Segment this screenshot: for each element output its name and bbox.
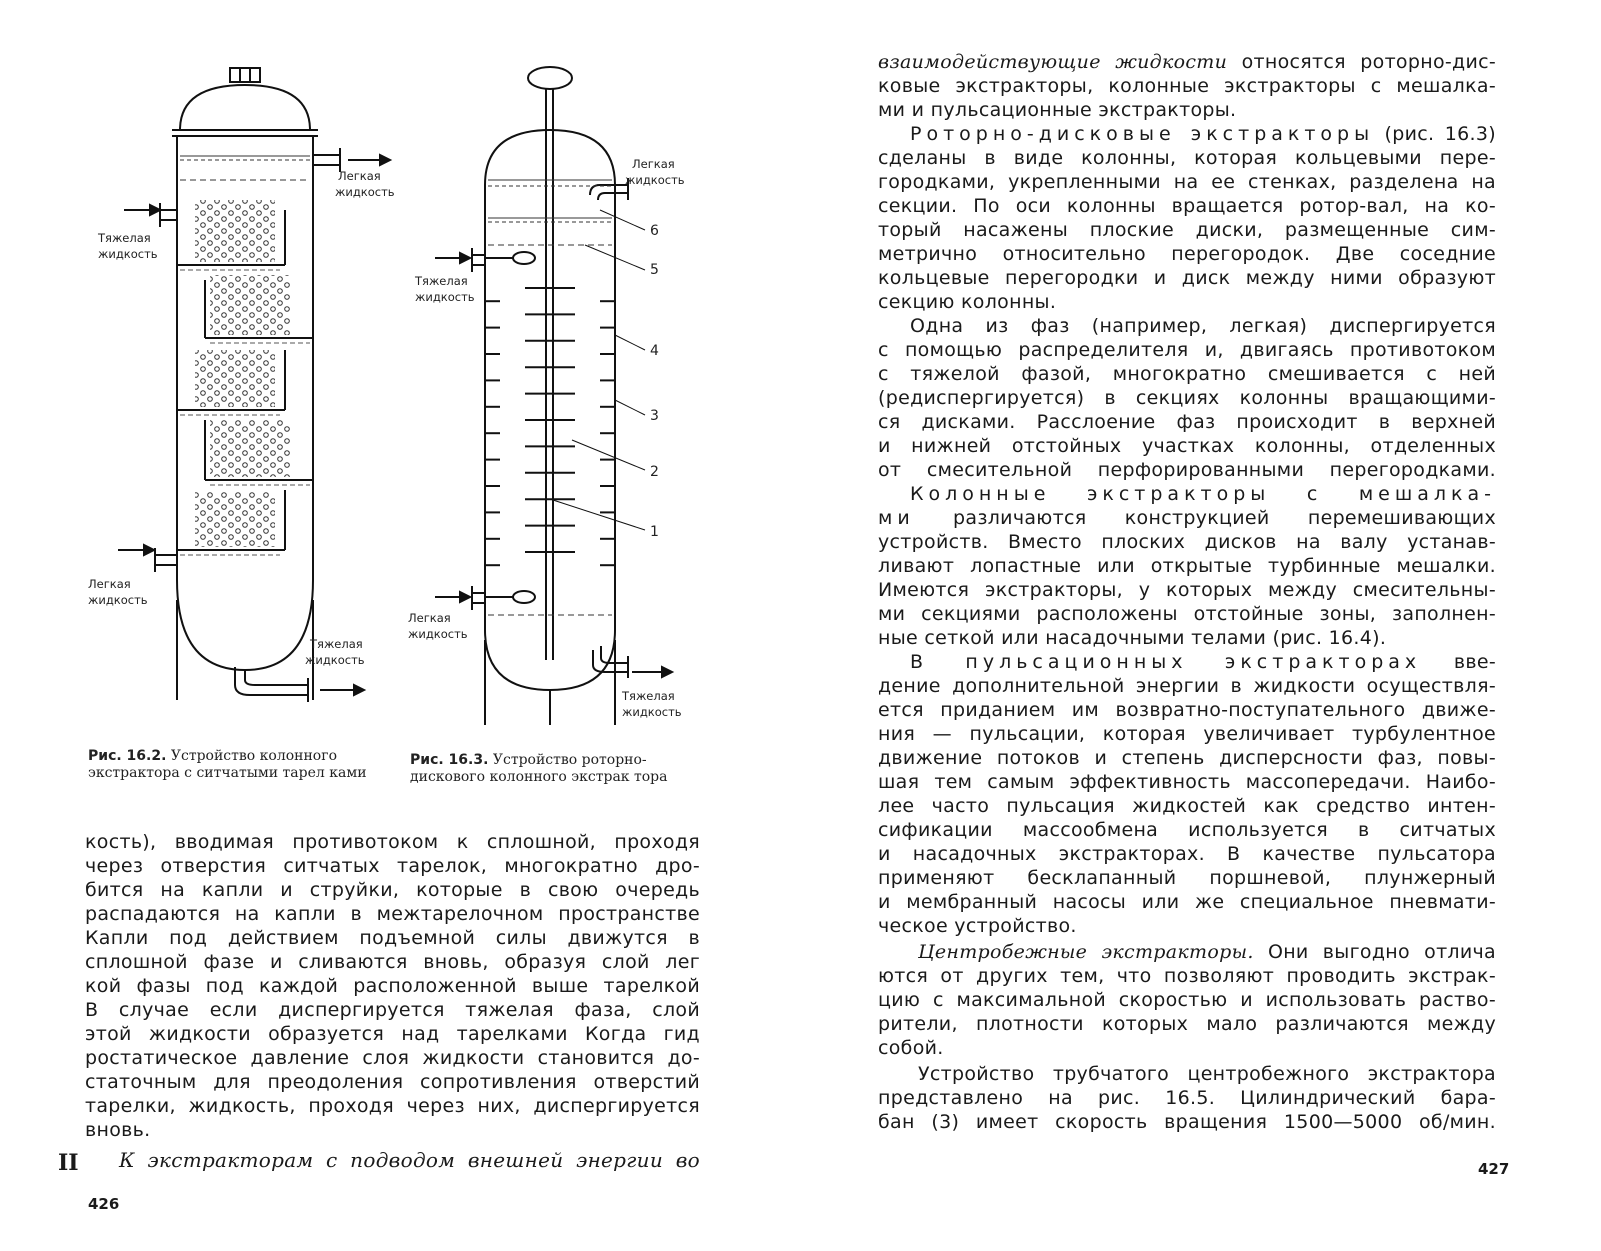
p4-line-10: и мембранный насосы или же специальное пневмати- xyxy=(878,891,1496,913)
p4-first-line xyxy=(878,650,1496,674)
p3-first-rest: различаются конструкцией перемешивающих xyxy=(953,507,1496,529)
right-line-1-italic: взаимодействующие жидкости xyxy=(878,51,1228,73)
left-line-1: кость), вводимая противотоком к сплошной, проходя xyxy=(85,831,700,853)
margin-mark: II xyxy=(58,1150,79,1176)
left-line-3: бится на капли и струйки, которые в свою очередь xyxy=(85,879,700,901)
p3-line-3: Имеются экстракторы, у которых между смесительны- xyxy=(878,579,1496,601)
left-line-13: вновь. xyxy=(85,1119,151,1141)
fig3-label-2: 2 xyxy=(650,464,659,480)
fig3-label-3: 3 xyxy=(650,408,659,424)
p3-spaced-a: Колонные экстракторы с мешалка- xyxy=(910,483,1496,505)
p1-last: секцию колонны. xyxy=(878,291,1057,313)
page-number-right: 427 xyxy=(1478,1160,1510,1178)
p6-line-3: бан (3) имеет скорость вращения 1500—5000 об/мин. xyxy=(878,1111,1496,1133)
left-page xyxy=(0,0,780,1251)
p5-first-line xyxy=(878,940,1496,964)
p4-line-7: сификации массообмена используется в ситчатых xyxy=(878,819,1496,841)
p3-first-line xyxy=(878,506,1496,530)
p2-line-1: Одна из фаз (например, легкая) диспергируется xyxy=(910,315,1496,337)
right-page xyxy=(790,0,1601,1251)
p3-line-1: устройств. Вместо плоских дисков на валу устанав- xyxy=(878,531,1496,553)
p1-line-2: городками, укрепленными на ее стенках, разделена на xyxy=(878,171,1496,193)
fig3-heavy-out-label: Тяжелая жидкость xyxy=(622,689,682,719)
fig2-heavy-in-label: Тяжелая жидкость xyxy=(98,231,158,261)
p4-last: ческое устройство. xyxy=(878,915,1077,937)
p1-first-line xyxy=(878,122,1496,146)
left-line-11: статочным для преодоления сопротивления отверстий xyxy=(85,1071,700,1093)
fig3-label-6: 6 xyxy=(650,223,659,239)
rotary-disc-extractor-drawing xyxy=(400,60,720,730)
fig3-internals xyxy=(485,288,615,565)
left-last-line: К экстракторам с подводом внешней энергии во xyxy=(119,1148,700,1172)
left-line-12: тарелки, жидкость, проходя через них, диспергируется xyxy=(85,1095,700,1117)
p2-line-2: с помощью распределителя и, двигаясь противотоком xyxy=(878,339,1496,361)
p5-italic: Центробежные экстракторы. xyxy=(918,941,1254,963)
p1-line-3: секции. По оси колонны вращается ротор-вал, на ко- xyxy=(878,195,1496,217)
sieve-tray-extractor-drawing xyxy=(80,60,410,725)
p5-line-1: ются от других тем, что позволяют проводить экстрак- xyxy=(878,965,1496,987)
p4-first-rest: вве- xyxy=(1453,651,1497,673)
p3-last: ные сеткой или насадочными телами (рис. 16.4). xyxy=(878,627,1387,649)
left-line-10: ростатическое давление слоя жидкости становится до- xyxy=(85,1047,700,1069)
fig3-light-out-label: Легкая жидкость xyxy=(625,157,685,187)
fig2-light-out-label: Легкая жидкость xyxy=(335,169,395,199)
p2-line-3: с тяжелой фазой, многократно смешивается с ней xyxy=(878,363,1496,385)
p1-spaced: Роторно-дисковые экстракторы xyxy=(910,123,1375,145)
left-line-6: сплошной фазе и сливаются вновь, образуя слой лег xyxy=(85,951,700,973)
left-body-text xyxy=(85,830,700,1172)
caption-16-3-text: Устройство роторно-дискового колонного экстрак тора xyxy=(410,752,668,785)
p6-line-1: Устройство трубчатого центробежного экстрактора xyxy=(918,1063,1496,1085)
p2-line-4: (редиспергируется) в секциях колонны вращающими- xyxy=(878,387,1496,409)
p4-line-3: ния — пульсации, которая увеличивает турбулентное xyxy=(878,723,1496,745)
left-line-8: В случае если диспергируется тяжелая фаза, слой xyxy=(85,999,700,1021)
left-line-9: этой жидкости образуется над тарелками Когда гид xyxy=(85,1023,700,1045)
left-line-4: распадаются на капли в межтарелочном пространстве xyxy=(85,903,700,925)
p4-line-6: лее часто пульсация жидкостей как средство интен- xyxy=(878,795,1496,817)
fig3-heavy-in-label: Тяжелая жидкость xyxy=(415,274,475,304)
fig3-label-1: 1 xyxy=(650,524,659,540)
right-body-text xyxy=(878,50,1496,1134)
figure-16-2-caption xyxy=(88,748,388,782)
left-line-2: через отверстия ситчатых тарелок, многократно дро- xyxy=(85,855,700,877)
p1-first-rest: (рис. 16.3) xyxy=(1384,123,1496,145)
p2-line-6: и нижней отстойных участках колонны, отделенных xyxy=(878,435,1496,457)
p3-line-2: ливают лопастные или открытые турбинные мешалки. xyxy=(878,555,1496,577)
p1-line-5: метрично относительно перегородок. Две соседние xyxy=(878,243,1496,265)
fig2-heavy-out-label: Тяжелая жидкость xyxy=(305,637,365,667)
p2-line-5: ся дисками. Расслоение фаз происходит в верхней xyxy=(878,411,1496,433)
p4-line-9: применяют бесклапанный поршневой, плунжерный xyxy=(878,867,1496,889)
p3-spaced-b: ми xyxy=(878,507,915,529)
p4-line-2: ется приданием им возвратно-поступательного движе- xyxy=(878,699,1496,721)
p2-line-7: от смесительной перфорированными перегородками. xyxy=(878,459,1496,481)
left-line-5: Капли под действием подъемной силы движутся в xyxy=(85,927,700,949)
right-line-3: ми и пульсационные экстракторы. xyxy=(878,99,1237,121)
p4-line-1: дение дополнительной энергии в жидкости осуществля- xyxy=(878,675,1496,697)
page-number-left: 426 xyxy=(88,1195,120,1213)
fig3-label-4: 4 xyxy=(650,343,659,359)
right-line-1 xyxy=(878,50,1496,74)
right-line-1-rest: относятся роторно-дис- xyxy=(1241,51,1497,73)
p1-line-4: торый насажены плоские диски, размещенные сим- xyxy=(878,219,1496,241)
p1-line-6: кольцевые перегородки и диск между ними образуют xyxy=(878,267,1496,289)
p4-line-5: шая тем самым эффективность массопередачи. Наибо- xyxy=(878,771,1496,793)
figure-16-2 xyxy=(80,60,410,725)
fig3-label-5: 5 xyxy=(650,262,659,278)
p4-spaced: В пульсационных экстракторах xyxy=(910,651,1422,673)
caption-16-3-number: Рис. 16.3. xyxy=(410,752,489,768)
figure-16-3 xyxy=(400,60,720,730)
p5-line-3: рители, плотности которых мало различаются между xyxy=(878,1013,1496,1035)
left-line-7: кой фазы под каждой расположенной выше тарелкой xyxy=(85,975,700,997)
p5-line-2: цию с максимальной скоростью и использовать раство- xyxy=(878,989,1496,1011)
p6-line-2: представлено на рис. 16.5. Цилиндрический бара- xyxy=(878,1087,1496,1109)
right-line-2: ковые экстракторы, колонные экстракторы с мешалка- xyxy=(878,75,1496,97)
p5-first-rest: Они выгодно отлича xyxy=(1267,941,1496,963)
p3-line-4: ми секциями расположены отстойные зоны, заполнен- xyxy=(878,603,1496,625)
caption-16-2-text: Устройство колонного экстрактора с ситчатыми тарел ками xyxy=(88,748,367,781)
p1-line-1: сделаны в виде колонны, которая кольцевыми пере- xyxy=(878,147,1496,169)
fig2-light-in-label: Легкая жидкость xyxy=(88,577,148,607)
caption-16-2-number: Рис. 16.2. xyxy=(88,748,167,764)
p5-last: собой. xyxy=(878,1037,944,1059)
fig3-light-in-label: Легкая жидкость xyxy=(408,611,468,641)
p4-line-8: и насадочных экстракторах. В качестве пульсатора xyxy=(878,843,1496,865)
figure-16-3-caption xyxy=(410,752,700,786)
p4-line-4: движение потоков и степень дисперсности фаз, повы- xyxy=(878,747,1496,769)
